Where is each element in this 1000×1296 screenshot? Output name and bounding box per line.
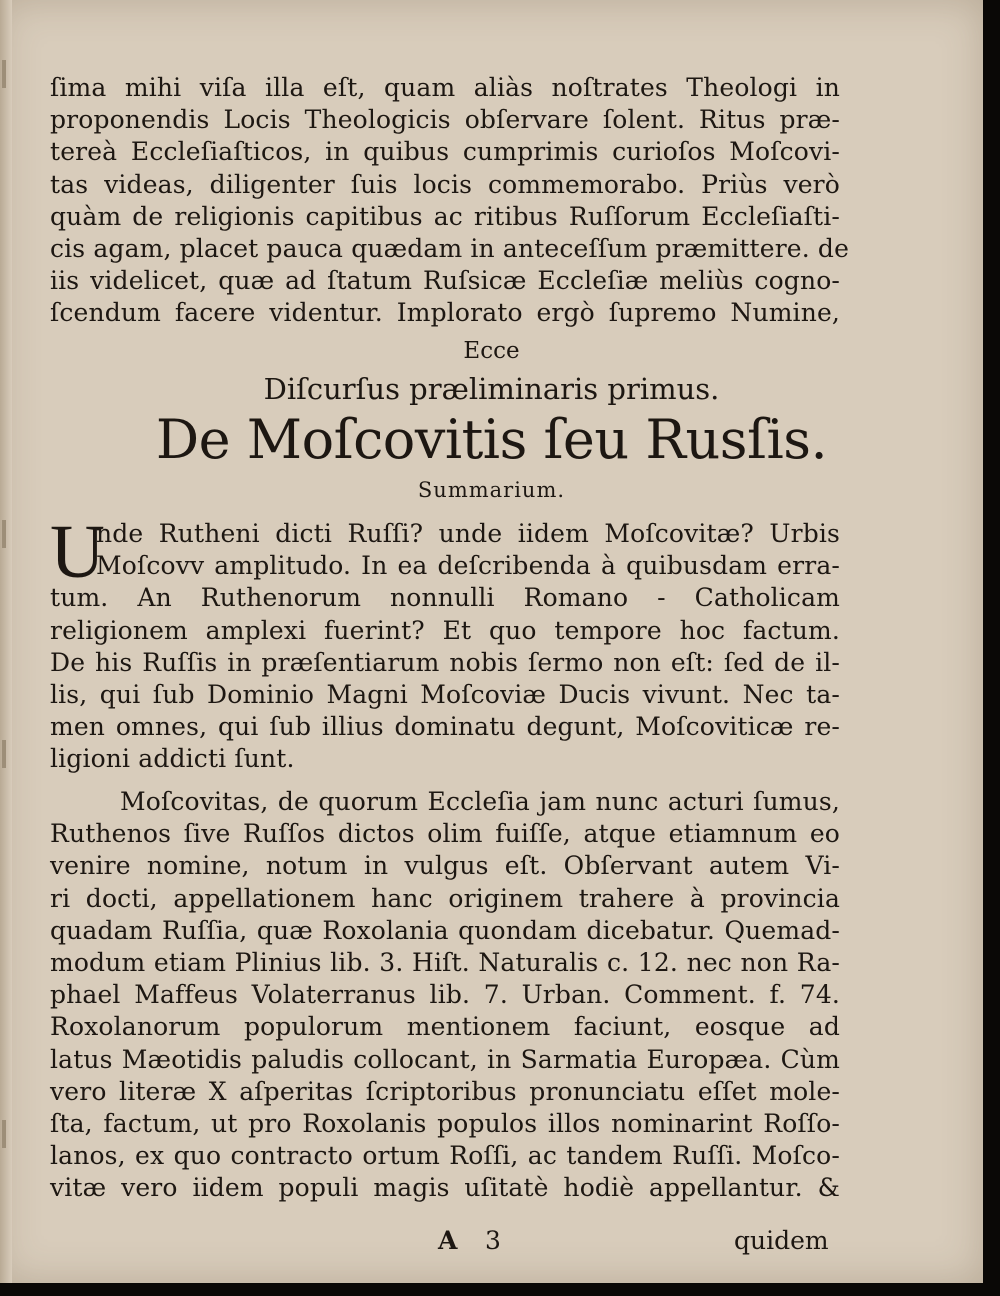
summary-line: nde Rutheni dicti Ruſſi? unde iidem Moſcovitæ? Urbis xyxy=(96,519,840,548)
catchword: quidem xyxy=(734,1226,829,1255)
signature-mark: A xyxy=(438,1226,458,1255)
body-line: vero literæ X aſperitas ſcriptoribus pronunciatu eſſet mole- xyxy=(50,1076,840,1106)
text-line: ſima mihi viſa illa eſt, quam aliàs noſtrates Theologi in xyxy=(50,73,840,102)
summary-line: lis, qui ſub Dominio Magni Moſcoviæ Ducis vivunt. Nec ta- xyxy=(50,680,840,710)
summary-line: religionem amplexi fuerint? Et quo tempore hoc factum. xyxy=(50,615,840,645)
body-line: quadam Ruſſia, quæ Roxolania quondam dicebatur. Quemad- xyxy=(50,915,840,945)
body-line: Roxolanorum populorum mentionem faciunt, eosque ad xyxy=(50,1012,840,1042)
summary-line: De his Ruſſis in præſentiarum nobis ſermo non eſt: ſed de il- xyxy=(50,647,840,677)
body-line: modum etiam Plinius lib. 3. Hiſt. Naturalis c. 12. nec non Ra- xyxy=(50,948,840,978)
text-line: cis agam, placet pauca quædam in anteceſſum præmittere. de xyxy=(50,234,850,264)
page-gutter xyxy=(0,0,12,1283)
body-line: ſta, factum, ut pro Roxolanis populos illos nominarint Roſſo- xyxy=(50,1109,840,1139)
text-line: tas videas, diligenter ſuis locis commemorabo. Priùs verò xyxy=(50,169,840,199)
signature-number: 3 xyxy=(485,1226,501,1255)
margin-mark xyxy=(2,740,6,768)
text-line: ſcendum facere videntur. Implorato ergò ſupremo Numine, xyxy=(50,298,840,328)
summary-line: ligioni addicti ſunt. xyxy=(50,744,295,774)
text-line: tereà Eccleſiaſticos, in quibus cumprimis curioſos Moſcovi- xyxy=(50,137,840,167)
margin-mark xyxy=(2,520,6,548)
summary-line: men omnes, qui ſub illius dominatu degunt, Moſcoviticæ re- xyxy=(50,712,840,742)
body-line: vitæ vero iidem populi magis uſitatè hodiè appellantur. & xyxy=(50,1173,840,1203)
chapter-heading: De Moſcovitis ſeu Rusſis. xyxy=(155,408,828,471)
body-line: ri docti, appellationem hanc originem trahere à provincia xyxy=(50,883,840,913)
opening-paragraph xyxy=(50,72,850,330)
scan-border-right xyxy=(983,0,1000,1296)
discursus-title: Diſcurſus præliminaris primus. xyxy=(263,372,720,406)
body-line: Ruthenos ſive Ruſſos dictos olim fuiſſe, atque etiamnum eo xyxy=(50,819,840,849)
body-line: venire nomine, notum in vulgus eſt. Obſervant autem Vi- xyxy=(50,851,840,881)
drop-cap: U xyxy=(50,510,105,594)
ecce-word: Ecce xyxy=(463,338,520,364)
body-line: Moſcovitas, de quorum Eccleſia jam nunc acturi ſumus, xyxy=(120,787,840,816)
text-line: iis videlicet, quæ ad ſtatum Ruſsicæ Eccleſiæ meliùs cogno- xyxy=(50,266,840,296)
scan-border-bottom xyxy=(0,1283,1000,1296)
summary-line: Moſcovv amplitudo. In ea deſcribenda à quibusdam erra- xyxy=(96,551,840,581)
margin-mark xyxy=(2,1120,6,1148)
text-line: quàm de religionis capitibus ac ritibus Ruſſorum Eccleſiaſti- xyxy=(50,201,840,231)
text-line: proponendis Locis Theologicis obſervare ſolent. Ritus præ- xyxy=(50,105,840,135)
summarium-label: Summarium. xyxy=(417,478,566,502)
body-line: phael Maffeus Volaterranus lib. 7. Urban. Comment. f. 74. xyxy=(50,980,840,1010)
body-paragraph xyxy=(50,786,840,1205)
margin-mark xyxy=(2,60,6,88)
body-line: lanos, ex quo contracto ortum Roſſi, ac tandem Ruſſi. Moſco- xyxy=(50,1141,840,1171)
summary-paragraph xyxy=(50,510,840,776)
body-line: latus Mæotidis paludis collocant, in Sarmatia Europæa. Cùm xyxy=(50,1044,840,1074)
summary-line: tum. An Ruthenorum nonnulli Romano - Catholicam xyxy=(50,583,840,613)
